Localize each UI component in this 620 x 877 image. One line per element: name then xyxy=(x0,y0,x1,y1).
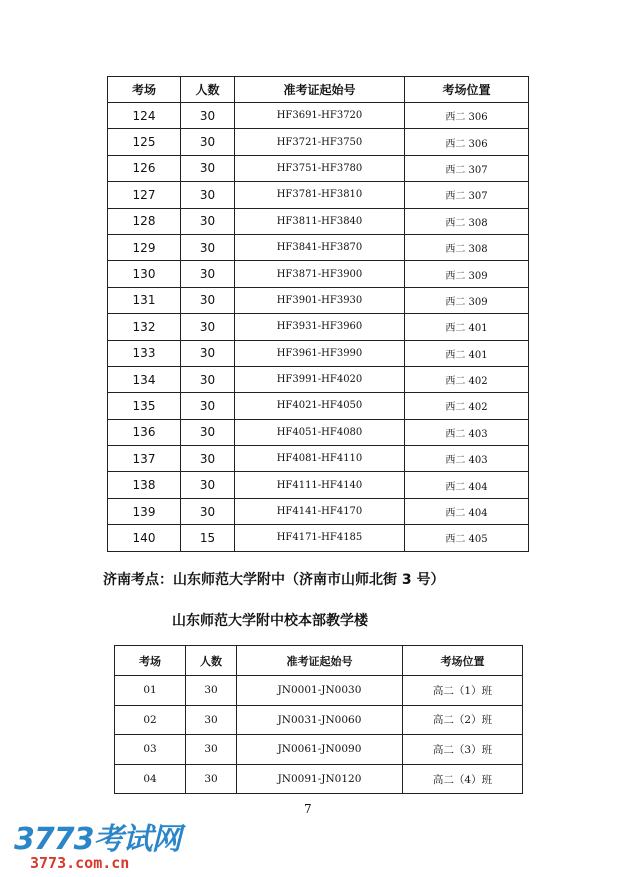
cell-room: 135 xyxy=(108,393,181,419)
cell-location: 西二 403 xyxy=(405,446,529,472)
cell-cert-range: HF4051-HF4080 xyxy=(235,419,405,445)
header-room: 考场 xyxy=(115,646,186,676)
header-room: 考场 xyxy=(108,77,181,103)
cell-location: 西二 402 xyxy=(405,366,529,392)
cell-cert-range: HF4081-HF4110 xyxy=(235,446,405,472)
cell-room: 126 xyxy=(108,155,181,181)
exam-room-table-1 xyxy=(107,76,529,552)
cell-cert-range: HF3841-HF3870 xyxy=(235,234,405,260)
cell-cert-range: HF3871-HF3900 xyxy=(235,261,405,287)
table-row xyxy=(108,103,529,129)
exam-room-table-2 xyxy=(114,645,523,794)
cell-cert-range: JN0091-JN0120 xyxy=(237,764,403,794)
cell-room: 01 xyxy=(115,676,186,706)
cell-cert-range: HF3781-HF3810 xyxy=(235,182,405,208)
watermark-main: 3773考试网 xyxy=(14,822,181,857)
cell-cert-range: JN0001-JN0030 xyxy=(237,676,403,706)
table-row xyxy=(108,314,529,340)
cell-room: 134 xyxy=(108,366,181,392)
cell-room: 04 xyxy=(115,764,186,794)
cell-cert-range: HF3901-HF3930 xyxy=(235,287,405,313)
cell-location: 高二（3）班 xyxy=(403,735,523,765)
header-cert-range: 准考证起始号 xyxy=(237,646,403,676)
cell-count: 30 xyxy=(186,705,237,735)
cell-count: 15 xyxy=(181,525,235,551)
cell-location: 高二（4）班 xyxy=(403,764,523,794)
header-cert-range: 准考证起始号 xyxy=(235,77,405,103)
cell-cert-range: HF3961-HF3990 xyxy=(235,340,405,366)
table-row xyxy=(108,129,529,155)
cell-location: 西二 308 xyxy=(405,208,529,234)
table-row xyxy=(115,705,523,735)
cell-cert-range: HF3721-HF3750 xyxy=(235,129,405,155)
table-row xyxy=(108,340,529,366)
cell-location: 西二 401 xyxy=(405,340,529,366)
cell-location: 西二 309 xyxy=(405,287,529,313)
cell-cert-range: HF4111-HF4140 xyxy=(235,472,405,498)
cell-room: 129 xyxy=(108,234,181,260)
table-row xyxy=(108,155,529,181)
cell-room: 138 xyxy=(108,472,181,498)
cell-count: 30 xyxy=(181,340,235,366)
cell-count: 30 xyxy=(181,446,235,472)
cell-cert-range: HF4171-HF4185 xyxy=(235,525,405,551)
cell-count: 30 xyxy=(181,287,235,313)
page-number: 7 xyxy=(304,802,312,816)
cell-cert-range: HF3691-HF3720 xyxy=(235,103,405,129)
cell-room: 02 xyxy=(115,705,186,735)
building-heading: 山东师范大学附中校本部教学楼 xyxy=(172,613,368,629)
table-row xyxy=(115,735,523,765)
cell-count: 30 xyxy=(181,314,235,340)
cell-cert-range: HF3991-HF4020 xyxy=(235,366,405,392)
cell-location: 西二 309 xyxy=(405,261,529,287)
table-row xyxy=(115,764,523,794)
header-location: 考场位置 xyxy=(403,646,523,676)
cell-count: 30 xyxy=(181,155,235,181)
cell-count: 30 xyxy=(181,261,235,287)
cell-location: 西二 404 xyxy=(405,472,529,498)
cell-count: 30 xyxy=(181,182,235,208)
header-location: 考场位置 xyxy=(405,77,529,103)
table-row xyxy=(108,261,529,287)
table-header-row xyxy=(108,77,529,103)
cell-location: 西二 306 xyxy=(405,103,529,129)
cell-location: 西二 307 xyxy=(405,182,529,208)
table-row xyxy=(108,366,529,392)
cell-count: 30 xyxy=(181,472,235,498)
table-row xyxy=(108,419,529,445)
table-row xyxy=(108,208,529,234)
cell-location: 西二 401 xyxy=(405,314,529,340)
cell-location: 西二 307 xyxy=(405,155,529,181)
cell-location: 西二 306 xyxy=(405,129,529,155)
table-header-row xyxy=(115,646,523,676)
cell-cert-range: HF3811-HF3840 xyxy=(235,208,405,234)
cell-cert-range: HF3751-HF3780 xyxy=(235,155,405,181)
table-row xyxy=(115,676,523,706)
cell-location: 西二 308 xyxy=(405,234,529,260)
watermark-sub: 3773.com.cn xyxy=(30,854,130,872)
cell-room: 133 xyxy=(108,340,181,366)
header-count: 人数 xyxy=(181,77,235,103)
cell-count: 30 xyxy=(181,393,235,419)
cell-cert-range: HF4141-HF4170 xyxy=(235,498,405,524)
cell-room: 03 xyxy=(115,735,186,765)
cell-count: 30 xyxy=(181,103,235,129)
cell-location: 西二 402 xyxy=(405,393,529,419)
header-count: 人数 xyxy=(186,646,237,676)
cell-count: 30 xyxy=(186,735,237,765)
cell-location: 高二（2）班 xyxy=(403,705,523,735)
cell-location: 西二 403 xyxy=(405,419,529,445)
cell-room: 131 xyxy=(108,287,181,313)
cell-cert-range: HF4021-HF4050 xyxy=(235,393,405,419)
cell-count: 30 xyxy=(181,234,235,260)
cell-room: 137 xyxy=(108,446,181,472)
table-row xyxy=(108,525,529,551)
table-row xyxy=(108,287,529,313)
cell-cert-range: JN0061-JN0090 xyxy=(237,735,403,765)
cell-room: 132 xyxy=(108,314,181,340)
cell-location: 西二 404 xyxy=(405,498,529,524)
cell-count: 30 xyxy=(181,419,235,445)
cell-count: 30 xyxy=(181,208,235,234)
table-row xyxy=(108,446,529,472)
cell-count: 30 xyxy=(181,366,235,392)
cell-room: 127 xyxy=(108,182,181,208)
table-row xyxy=(108,393,529,419)
cell-room: 125 xyxy=(108,129,181,155)
table-row xyxy=(108,498,529,524)
cell-room: 128 xyxy=(108,208,181,234)
cell-room: 130 xyxy=(108,261,181,287)
cell-location: 西二 405 xyxy=(405,525,529,551)
cell-room: 139 xyxy=(108,498,181,524)
table-row xyxy=(108,182,529,208)
cell-room: 140 xyxy=(108,525,181,551)
watermark-logo xyxy=(14,814,181,872)
cell-count: 30 xyxy=(186,676,237,706)
table-row xyxy=(108,472,529,498)
cell-room: 136 xyxy=(108,419,181,445)
cell-cert-range: HF3931-HF3960 xyxy=(235,314,405,340)
table-row xyxy=(108,234,529,260)
cell-count: 30 xyxy=(181,129,235,155)
cell-location: 高二（1）班 xyxy=(403,676,523,706)
cell-count: 30 xyxy=(181,498,235,524)
cell-room: 124 xyxy=(108,103,181,129)
cell-count: 30 xyxy=(186,764,237,794)
site-heading: 济南考点：山东师范大学附中（济南市山师北街 3 号） xyxy=(103,572,445,588)
cell-cert-range: JN0031-JN0060 xyxy=(237,705,403,735)
